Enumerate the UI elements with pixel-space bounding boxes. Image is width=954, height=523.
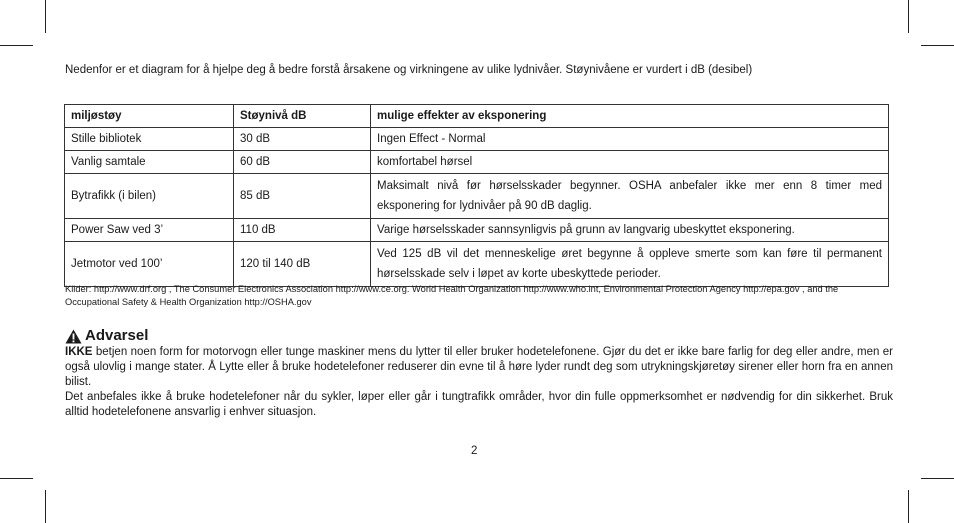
crop-mark bbox=[45, 0, 46, 33]
sources-note: Kilder: http://www.drf.org , The Consumer Electronics Association http://www.ce.org. World Health Organization http://www.who.int, Environmental Protection Agency http://epa.gov , and the Occupational Safety & Health Organization http://OSHA.gov bbox=[65, 284, 839, 307]
warning-title: Advarsel bbox=[85, 327, 149, 344]
crop-mark bbox=[0, 45, 33, 46]
crop-mark bbox=[0, 478, 33, 479]
warning-text: betjen noen form for motorvogn eller tunge maskiner mens du lytter til eller bruker hodetelefonene. Gjør du det er ikke bare farlig for deg eller andre, men er også ulovlig i mange stater. Å Lytte eller å bruke hodetelefoner reduserer din evne til å høre lyder rundt deg som utrykningskjøretøy sirener eller horn fra en annen bilist. bbox=[65, 346, 893, 388]
table-cell: 120 til 140 dB bbox=[234, 242, 371, 287]
crop-mark bbox=[921, 478, 954, 479]
table-row bbox=[65, 151, 889, 174]
table-cell: Maksimalt nivå før hørselsskader begynner. OSHA anbefaler ikke mer enn 8 timer med eksponering for lydnivåer på 90 dB daglig. bbox=[371, 174, 889, 219]
warning-body bbox=[65, 345, 893, 420]
warning-paragraph bbox=[65, 345, 893, 390]
table-cell: 30 dB bbox=[234, 128, 371, 151]
noise-level-table bbox=[64, 104, 889, 287]
table-row bbox=[65, 174, 889, 219]
table-cell: 60 dB bbox=[234, 151, 371, 174]
table-cell: Power Saw ved 3’ bbox=[65, 219, 234, 242]
table-cell: Vanlig samtale bbox=[65, 151, 234, 174]
crop-mark bbox=[908, 0, 909, 33]
intro-text: Nedenfor er et diagram for å hjelpe deg å bedre forstå årsakene og virkningene av ulike lydnivåer. Støynivåene er vurdert i dB (desibel) bbox=[65, 64, 753, 76]
warning-paragraph: Det anbefales ikke å bruke hodetelefoner når du sykler, løper eller går i tungtrafikk områder, hvor din fulle oppmerksomhet er nødvendig for din sikkerhet. Bruk alltid hodetelefonene ansvarlig i enhver situasjon. bbox=[65, 391, 893, 418]
table-cell: Bytrafikk (i bilen) bbox=[65, 174, 234, 219]
table-row bbox=[65, 128, 889, 151]
table-cell: Ingen Effect - Normal bbox=[371, 128, 889, 151]
table-cell: Stille bibliotek bbox=[65, 128, 234, 151]
table-cell: Ved 125 dB vil det menneskelige øret begynne å oppleve smerte som kan føre til permanent hørselsskade selv i løpet av korte ubeskyttede perioder. bbox=[371, 242, 889, 287]
page-number: 2 bbox=[471, 445, 478, 457]
warning-heading bbox=[65, 327, 148, 345]
warning-triangle-icon bbox=[65, 329, 82, 344]
table-cell: 110 dB bbox=[234, 219, 371, 242]
column-header: mulige effekter av eksponering bbox=[371, 105, 889, 128]
table-header-row bbox=[65, 105, 889, 128]
table-cell: Varige hørselsskader sannsynligvis på grunn av langvarig ubeskyttet eksponering. bbox=[371, 219, 889, 242]
crop-mark bbox=[908, 490, 909, 523]
table-row bbox=[65, 219, 889, 242]
crop-mark bbox=[45, 490, 46, 523]
table-cell: Jetmotor ved 100’ bbox=[65, 242, 234, 287]
column-header: miljøstøy bbox=[65, 105, 234, 128]
column-header: Støynivå dB bbox=[234, 105, 371, 128]
table-cell: 85 dB bbox=[234, 174, 371, 219]
table-row bbox=[65, 242, 889, 287]
table-cell: komfortabel hørsel bbox=[371, 151, 889, 174]
warning-lead-word: IKKE bbox=[65, 346, 93, 358]
crop-mark bbox=[921, 45, 954, 46]
